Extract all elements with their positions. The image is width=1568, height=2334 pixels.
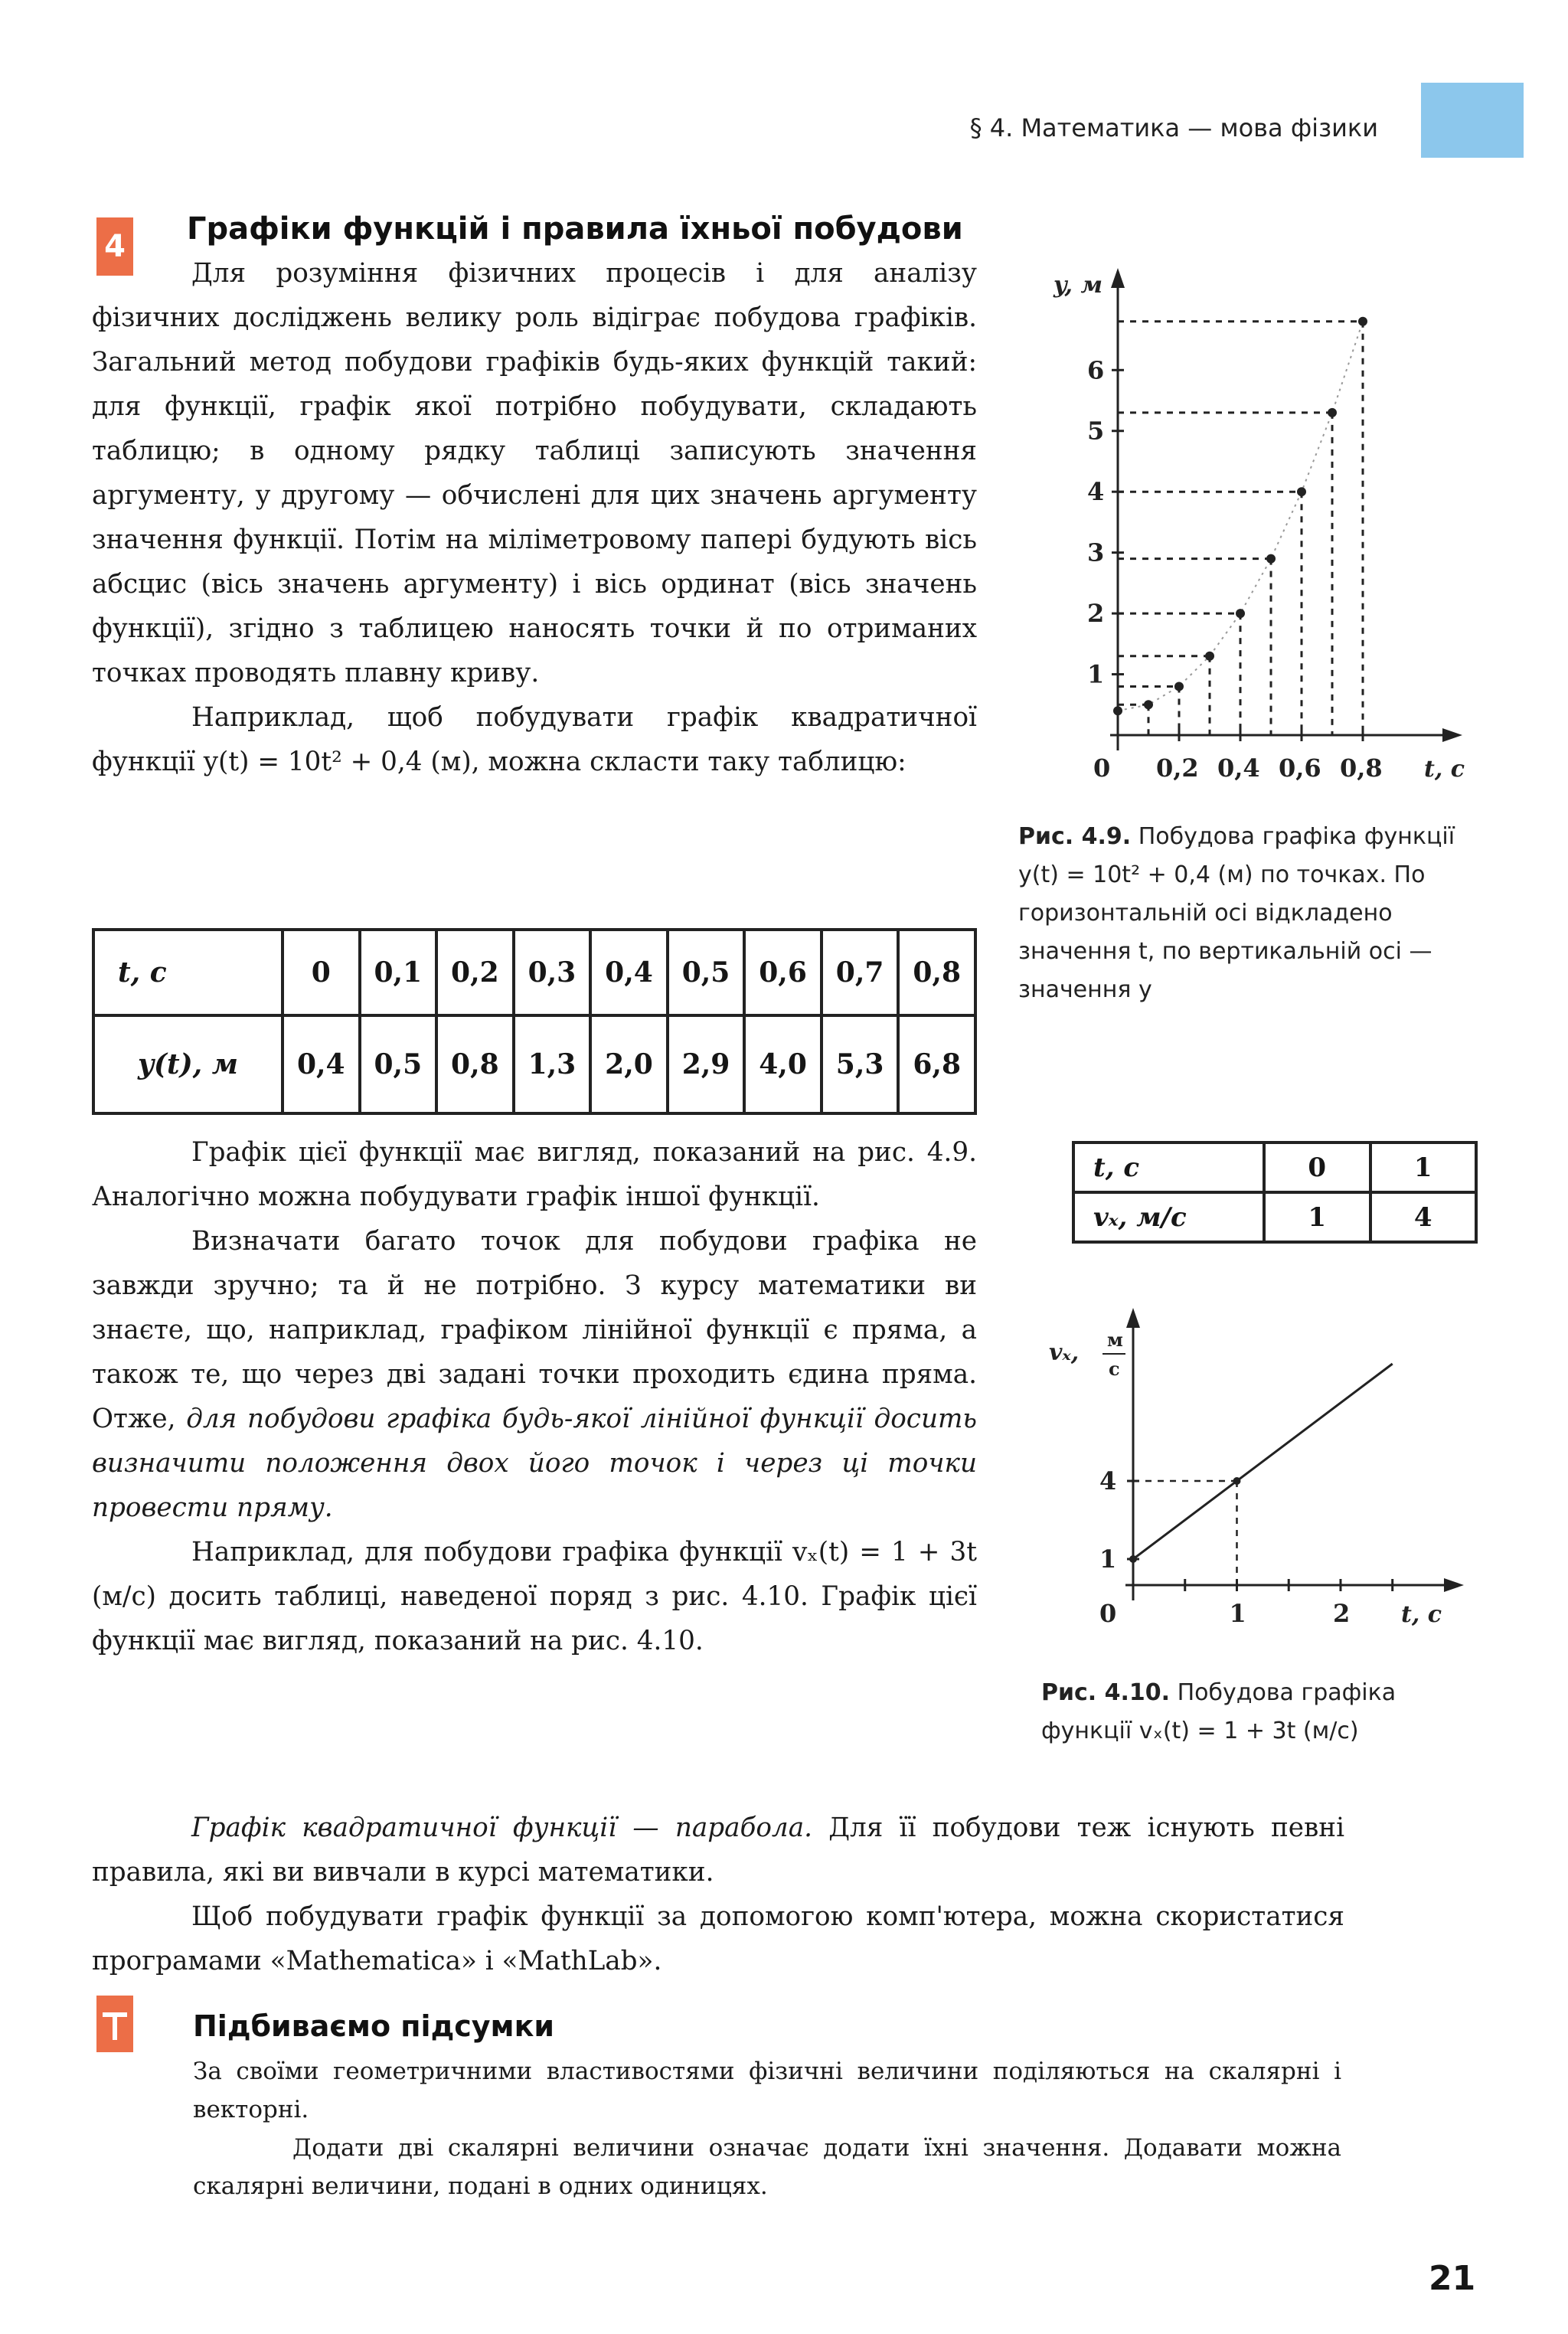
table1-cell: 0,3 <box>514 930 591 1015</box>
table1-cell: 5,3 <box>822 1015 899 1113</box>
data-point <box>1205 652 1214 661</box>
x-axis-label: t, с <box>1401 1601 1442 1628</box>
y-tick-label: 5 <box>1087 416 1105 446</box>
y-axis-label: vₓ, <box>1049 1339 1080 1366</box>
data-point <box>1233 1477 1240 1485</box>
two-points-text: Визначати багато точок для побудови графіка не завжди зручно; та й не потрібно. З курсу математики ви знаєте, що, наприклад, графіком лінійної функції є пряма, а також те, що через дві задані точки проходить єдина пряма. Отже, <box>92 1226 977 1434</box>
data-point <box>1328 408 1337 417</box>
data-point <box>1236 609 1245 618</box>
data-point <box>1358 317 1367 326</box>
x-tick-label: 0,4 <box>1217 753 1260 783</box>
x-axis-arrow <box>1444 1578 1464 1592</box>
table2-cell: 4 <box>1370 1192 1477 1242</box>
figure-4-10-caption-text: Побудова графіка функції vₓ(t) = 1 + 3t (м/с) <box>1041 1679 1396 1744</box>
table1-cell: 0,5 <box>668 930 745 1015</box>
y-tick-label: 4 <box>1099 1466 1117 1496</box>
table2-row-label: vₓ, м/с <box>1073 1192 1264 1242</box>
running-header: § 4. Математика — мова фізики <box>969 113 1378 142</box>
table2-cell: 0 <box>1264 1142 1370 1192</box>
table1-cell: 0,6 <box>744 930 822 1015</box>
table1-cell: 2,0 <box>590 1015 668 1113</box>
figure-4-9-caption-text: Побудова графіка функції y(t) = 10t² + 0,4 (м) по точках. По горизонтальній осі відкладено значення t, по вертикальній осі — значення y <box>1018 823 1455 1003</box>
main-text-continued <box>92 1130 977 1663</box>
main-text <box>92 251 977 784</box>
summary-icon <box>96 1996 133 2052</box>
example-linear-paragraph: Наприклад, для побудови графіка функції vₓ(t) = 1 + 3t (м/с) досить таблиці, наведеної поряд з рис. 4.10. Графік цієї функції має вигляд, показаний на рис. 4.10. <box>92 1537 977 1656</box>
two-points-rule: для побудови графіка будь-якої лінійної функції досить визначити положення двох його точок і через ці точки провести пряму. <box>92 1404 977 1523</box>
data-point <box>1174 682 1184 691</box>
x-tick-label: 0,6 <box>1279 753 1321 783</box>
data-point <box>1129 1555 1137 1563</box>
section-number-badge: 4 <box>96 217 133 276</box>
table1-cell: 0,7 <box>822 930 899 1015</box>
y-tick-label: 2 <box>1087 599 1105 629</box>
series-line <box>1133 1364 1393 1559</box>
x-tick-label: 2 <box>1332 1599 1351 1628</box>
y-axis-arrow <box>1111 268 1125 288</box>
y-tick-label: 4 <box>1087 477 1105 507</box>
y-tick-label: 1 <box>1087 659 1105 689</box>
example-quadratic-paragraph: Наприклад, щоб побудувати графік квадратичної функції y(t) = 10t² + 0,4 (м), можна скласти таку таблицю: <box>92 702 977 777</box>
data-point <box>1297 487 1306 496</box>
summary-paragraph-1: За своїми геометричними властивостями фізичні величини поділяються на скалярні і векторні. <box>193 2058 1341 2123</box>
intro-paragraph: Для розуміння фізичних процесів і для аналізу фізичних досліджень велику роль відіграє побудова графіків. Загальний метод побудови графіків будь-яких функцій такий: для функції, графік якої потрібно побудувати, складають таблицю; в одному рядку таблиці записують значення аргументу, у другому — обчислені для цих значень аргументу значення функції. Потім на міліметровому папері будують вісь абсцис (вісь значень аргументу) і вісь ординат (вісь значень функції), згідно з таблицею наносять точки й по отриманих точках проводять плавну криву. <box>92 258 977 688</box>
parabola-statement: Графік квадратичної функції — парабола. <box>191 1813 812 1843</box>
table1-cell: 0,4 <box>590 930 668 1015</box>
summary-paragraph-2: Додати дві скалярні величини означає додати їхні значення. Додавати можна скалярні величини, подані в одних одиницях. <box>193 2134 1341 2200</box>
data-point <box>1144 700 1153 709</box>
summary-pencil-icon <box>96 1996 133 2052</box>
y-axis-unit-denominator: с <box>1109 1358 1120 1380</box>
summary-text <box>193 2052 1341 2205</box>
origin-label: 0 <box>1099 1599 1117 1628</box>
summary-title: Підбиваємо підсумки <box>193 2009 555 2043</box>
table1-cell: 0,8 <box>898 930 975 1015</box>
computer-paragraph: Щоб побудувати графік функції за допомогою комп'ютера, можна скористатися програмами «Mathematica» і «MathLab». <box>92 1901 1344 1976</box>
figure-4-10-chart <box>1026 1294 1485 1646</box>
parabola-paragraph <box>92 1806 1344 1894</box>
table2-row-label: t, с <box>1073 1142 1264 1192</box>
page-number: 21 <box>1429 2259 1476 2298</box>
figure-4-10-caption-label: Рис. 4.10. <box>1041 1679 1171 1706</box>
x-tick-label: 1 <box>1229 1599 1246 1628</box>
figure-4-9-caption <box>1018 818 1462 1009</box>
x-axis-arrow <box>1442 728 1462 742</box>
figure-4-9-chart <box>1026 260 1485 796</box>
table1-cell: 2,9 <box>668 1015 745 1113</box>
corner-tab <box>1421 83 1524 158</box>
section-title: Графіки функцій і правила їхньої побудови <box>187 211 963 247</box>
table1-cell: 0,2 <box>436 930 514 1015</box>
origin-label: 0 <box>1093 753 1111 783</box>
table2-cell: 1 <box>1264 1192 1370 1242</box>
data-point <box>1266 554 1276 564</box>
table1-row-label: t, с <box>93 930 283 1015</box>
parabola-text: Для її побудови теж існують певні правила, які ви вивчали в курсі математики. <box>92 1813 1345 1888</box>
x-tick-label: 0,2 <box>1156 753 1199 783</box>
two-points-paragraph <box>92 1219 977 1530</box>
data-point <box>1113 706 1122 715</box>
x-axis-label: t, с <box>1424 756 1465 783</box>
y-axis-arrow <box>1126 1308 1140 1328</box>
figure-4-9-caption-label: Рис. 4.9. <box>1018 823 1132 850</box>
table1-cell: 0,8 <box>436 1015 514 1113</box>
table1-row-label: y(t), м <box>93 1015 283 1113</box>
quadratic-value-table <box>92 928 977 1115</box>
table1-cell: 0 <box>283 930 360 1015</box>
y-axis-label: y, м <box>1054 272 1102 299</box>
figure-4-10-caption <box>1041 1674 1470 1750</box>
table1-cell: 0,5 <box>360 1015 437 1113</box>
table1-cell: 1,3 <box>514 1015 591 1113</box>
table1-cell: 4,0 <box>744 1015 822 1113</box>
full-width-text <box>92 1806 1344 1983</box>
y-tick-label: 1 <box>1099 1545 1117 1574</box>
after-table-paragraph: Графік цієї функції має вигляд, показаний на рис. 4.9. Аналогічно можна побудувати графік іншої функції. <box>92 1137 977 1212</box>
linear-value-table <box>1072 1141 1478 1244</box>
table2-cell: 1 <box>1370 1142 1477 1192</box>
y-tick-label: 6 <box>1087 355 1105 385</box>
table1-cell: 0,1 <box>360 930 437 1015</box>
table1-cell: 0,4 <box>283 1015 360 1113</box>
table1-cell: 6,8 <box>898 1015 975 1113</box>
y-axis-unit-numerator: м <box>1107 1329 1123 1351</box>
x-tick-label: 0,8 <box>1340 753 1383 783</box>
y-tick-label: 3 <box>1087 538 1105 567</box>
